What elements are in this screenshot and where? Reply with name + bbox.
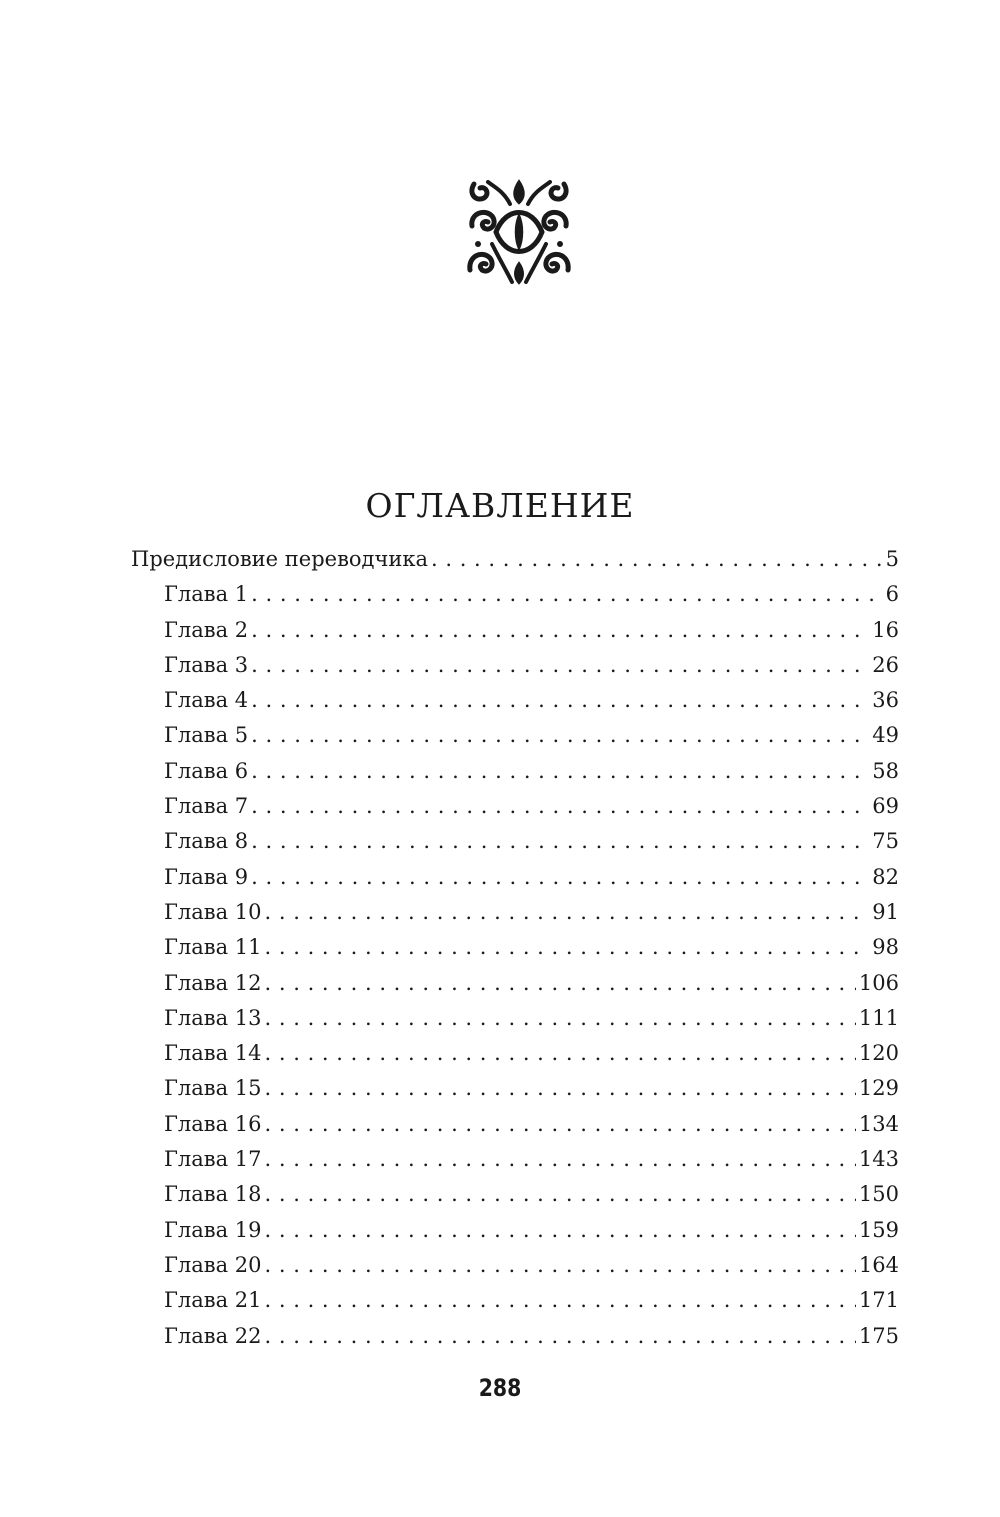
toc-entry[interactable] [131, 577, 899, 612]
toc-entry-label: Глава 14 [164, 1041, 262, 1066]
toc-entry-label: Глава 8 [164, 829, 249, 854]
toc-entry-page: 106 [858, 970, 899, 995]
toc-leader-dots [265, 1248, 856, 1283]
toc-entry-page: 82 [872, 864, 899, 889]
toc-entry-page: 58 [872, 758, 899, 783]
toc-leader-dots [251, 718, 869, 753]
toc-leader-dots [251, 754, 869, 789]
toc-entry[interactable] [131, 824, 899, 859]
toc-entry-label: Глава 10 [164, 899, 262, 924]
toc-entry-page: 5 [885, 547, 899, 571]
toc-entry[interactable] [131, 683, 899, 718]
toc-entry-page: 159 [858, 1217, 899, 1242]
toc-leader-dots [265, 1036, 856, 1071]
toc-leader-dots [251, 577, 882, 612]
toc-leader-dots [265, 1071, 856, 1106]
toc-leader-dots [265, 1001, 856, 1036]
toc-entry-label: Глава 20 [164, 1252, 262, 1277]
toc-entry[interactable] [131, 542, 899, 577]
toc-leader-dots [265, 895, 870, 930]
toc-entry[interactable] [131, 789, 899, 824]
toc-entry[interactable] [131, 1107, 899, 1142]
toc-leader-dots [251, 860, 869, 895]
toc-entry-page: 134 [858, 1111, 899, 1136]
toc-leader-dots [265, 1213, 856, 1248]
toc-entry[interactable] [131, 1319, 899, 1354]
toc-leader-dots [265, 1142, 856, 1177]
toc-entry[interactable] [131, 930, 899, 965]
toc-entry-label: Глава 13 [164, 1005, 262, 1030]
toc-leader-dots [265, 966, 856, 1001]
toc-entry-page: 98 [872, 935, 899, 960]
toc-entry[interactable] [131, 1001, 899, 1036]
toc-entry-page: 150 [858, 1182, 899, 1207]
toc-entry-label: Глава 19 [164, 1217, 262, 1242]
toc-entry[interactable] [131, 754, 899, 789]
toc-entry[interactable] [131, 1213, 899, 1248]
toc-leader-dots [265, 1283, 856, 1318]
toc-entry[interactable] [131, 1177, 899, 1212]
toc-entry[interactable] [131, 718, 899, 753]
toc-entry[interactable] [131, 1071, 899, 1106]
toc-leader-dots [431, 542, 883, 577]
toc-entry-label: Глава 21 [164, 1288, 262, 1313]
toc-entry-label: Глава 15 [164, 1076, 262, 1101]
toc-entry-label: Глава 9 [164, 864, 249, 889]
toc-leader-dots [251, 789, 869, 824]
toc-leader-dots [251, 613, 869, 648]
toc-entry-label: Глава 1 [164, 582, 249, 607]
toc-entry-page: 120 [858, 1041, 899, 1066]
toc-entry-label: Глава 16 [164, 1111, 262, 1136]
toc-entry-page: 111 [858, 1005, 899, 1030]
toc-entry-page: 164 [858, 1252, 899, 1277]
toc-entry[interactable] [131, 648, 899, 683]
page-number: 288 [478, 1374, 522, 1402]
toc-leader-dots [265, 1319, 856, 1354]
toc-leader-dots [265, 930, 870, 965]
toc-title: ОГЛАВЛЕНИЕ [365, 486, 635, 525]
toc-entry-label: Глава 18 [164, 1182, 262, 1207]
toc-entry-page: 6 [885, 582, 899, 607]
toc-entry-page: 69 [872, 794, 899, 819]
toc-entry[interactable] [131, 860, 899, 895]
toc-entry[interactable] [131, 1248, 899, 1283]
toc-entry-label: Глава 11 [164, 935, 262, 960]
toc-entry-label: Глава 3 [164, 652, 249, 677]
toc-entry-page: 36 [872, 688, 899, 713]
toc-entry-page: 26 [872, 652, 899, 677]
toc-leader-dots [265, 1107, 856, 1142]
toc-entry-label: Глава 5 [164, 723, 249, 748]
toc-entry[interactable] [131, 1142, 899, 1177]
toc-entry[interactable] [131, 1036, 899, 1071]
toc-entry-label: Глава 12 [164, 970, 262, 995]
toc-leader-dots [251, 683, 869, 718]
toc-entry-page: 129 [858, 1076, 899, 1101]
toc-leader-dots [251, 648, 869, 683]
toc-entry[interactable] [131, 966, 899, 1001]
toc-entry-label: Глава 17 [164, 1147, 262, 1172]
toc-entry-page: 143 [858, 1147, 899, 1172]
toc-entry-label: Глава 6 [164, 758, 249, 783]
toc-entry[interactable] [131, 1283, 899, 1318]
toc-entry-page: 171 [858, 1288, 899, 1313]
toc-leader-dots [251, 824, 869, 859]
toc-entry-label: Предисловие переводчика [131, 547, 428, 571]
toc-entry-label: Глава 2 [164, 617, 249, 642]
toc-entry-label: Глава 4 [164, 688, 249, 713]
toc-entry-page: 49 [872, 723, 899, 748]
toc-entry[interactable] [131, 895, 899, 930]
toc-entry-page: 91 [872, 899, 899, 924]
toc-leader-dots [265, 1177, 856, 1212]
toc-entry[interactable] [131, 613, 899, 648]
table-of-contents [131, 542, 899, 1354]
toc-entry-label: Глава 7 [164, 794, 249, 819]
toc-entry-page: 175 [858, 1323, 899, 1348]
toc-entry-page: 75 [872, 829, 899, 854]
toc-entry-page: 16 [872, 617, 899, 642]
floral-ornament-icon [466, 178, 572, 286]
toc-entry-label: Глава 22 [164, 1323, 262, 1348]
